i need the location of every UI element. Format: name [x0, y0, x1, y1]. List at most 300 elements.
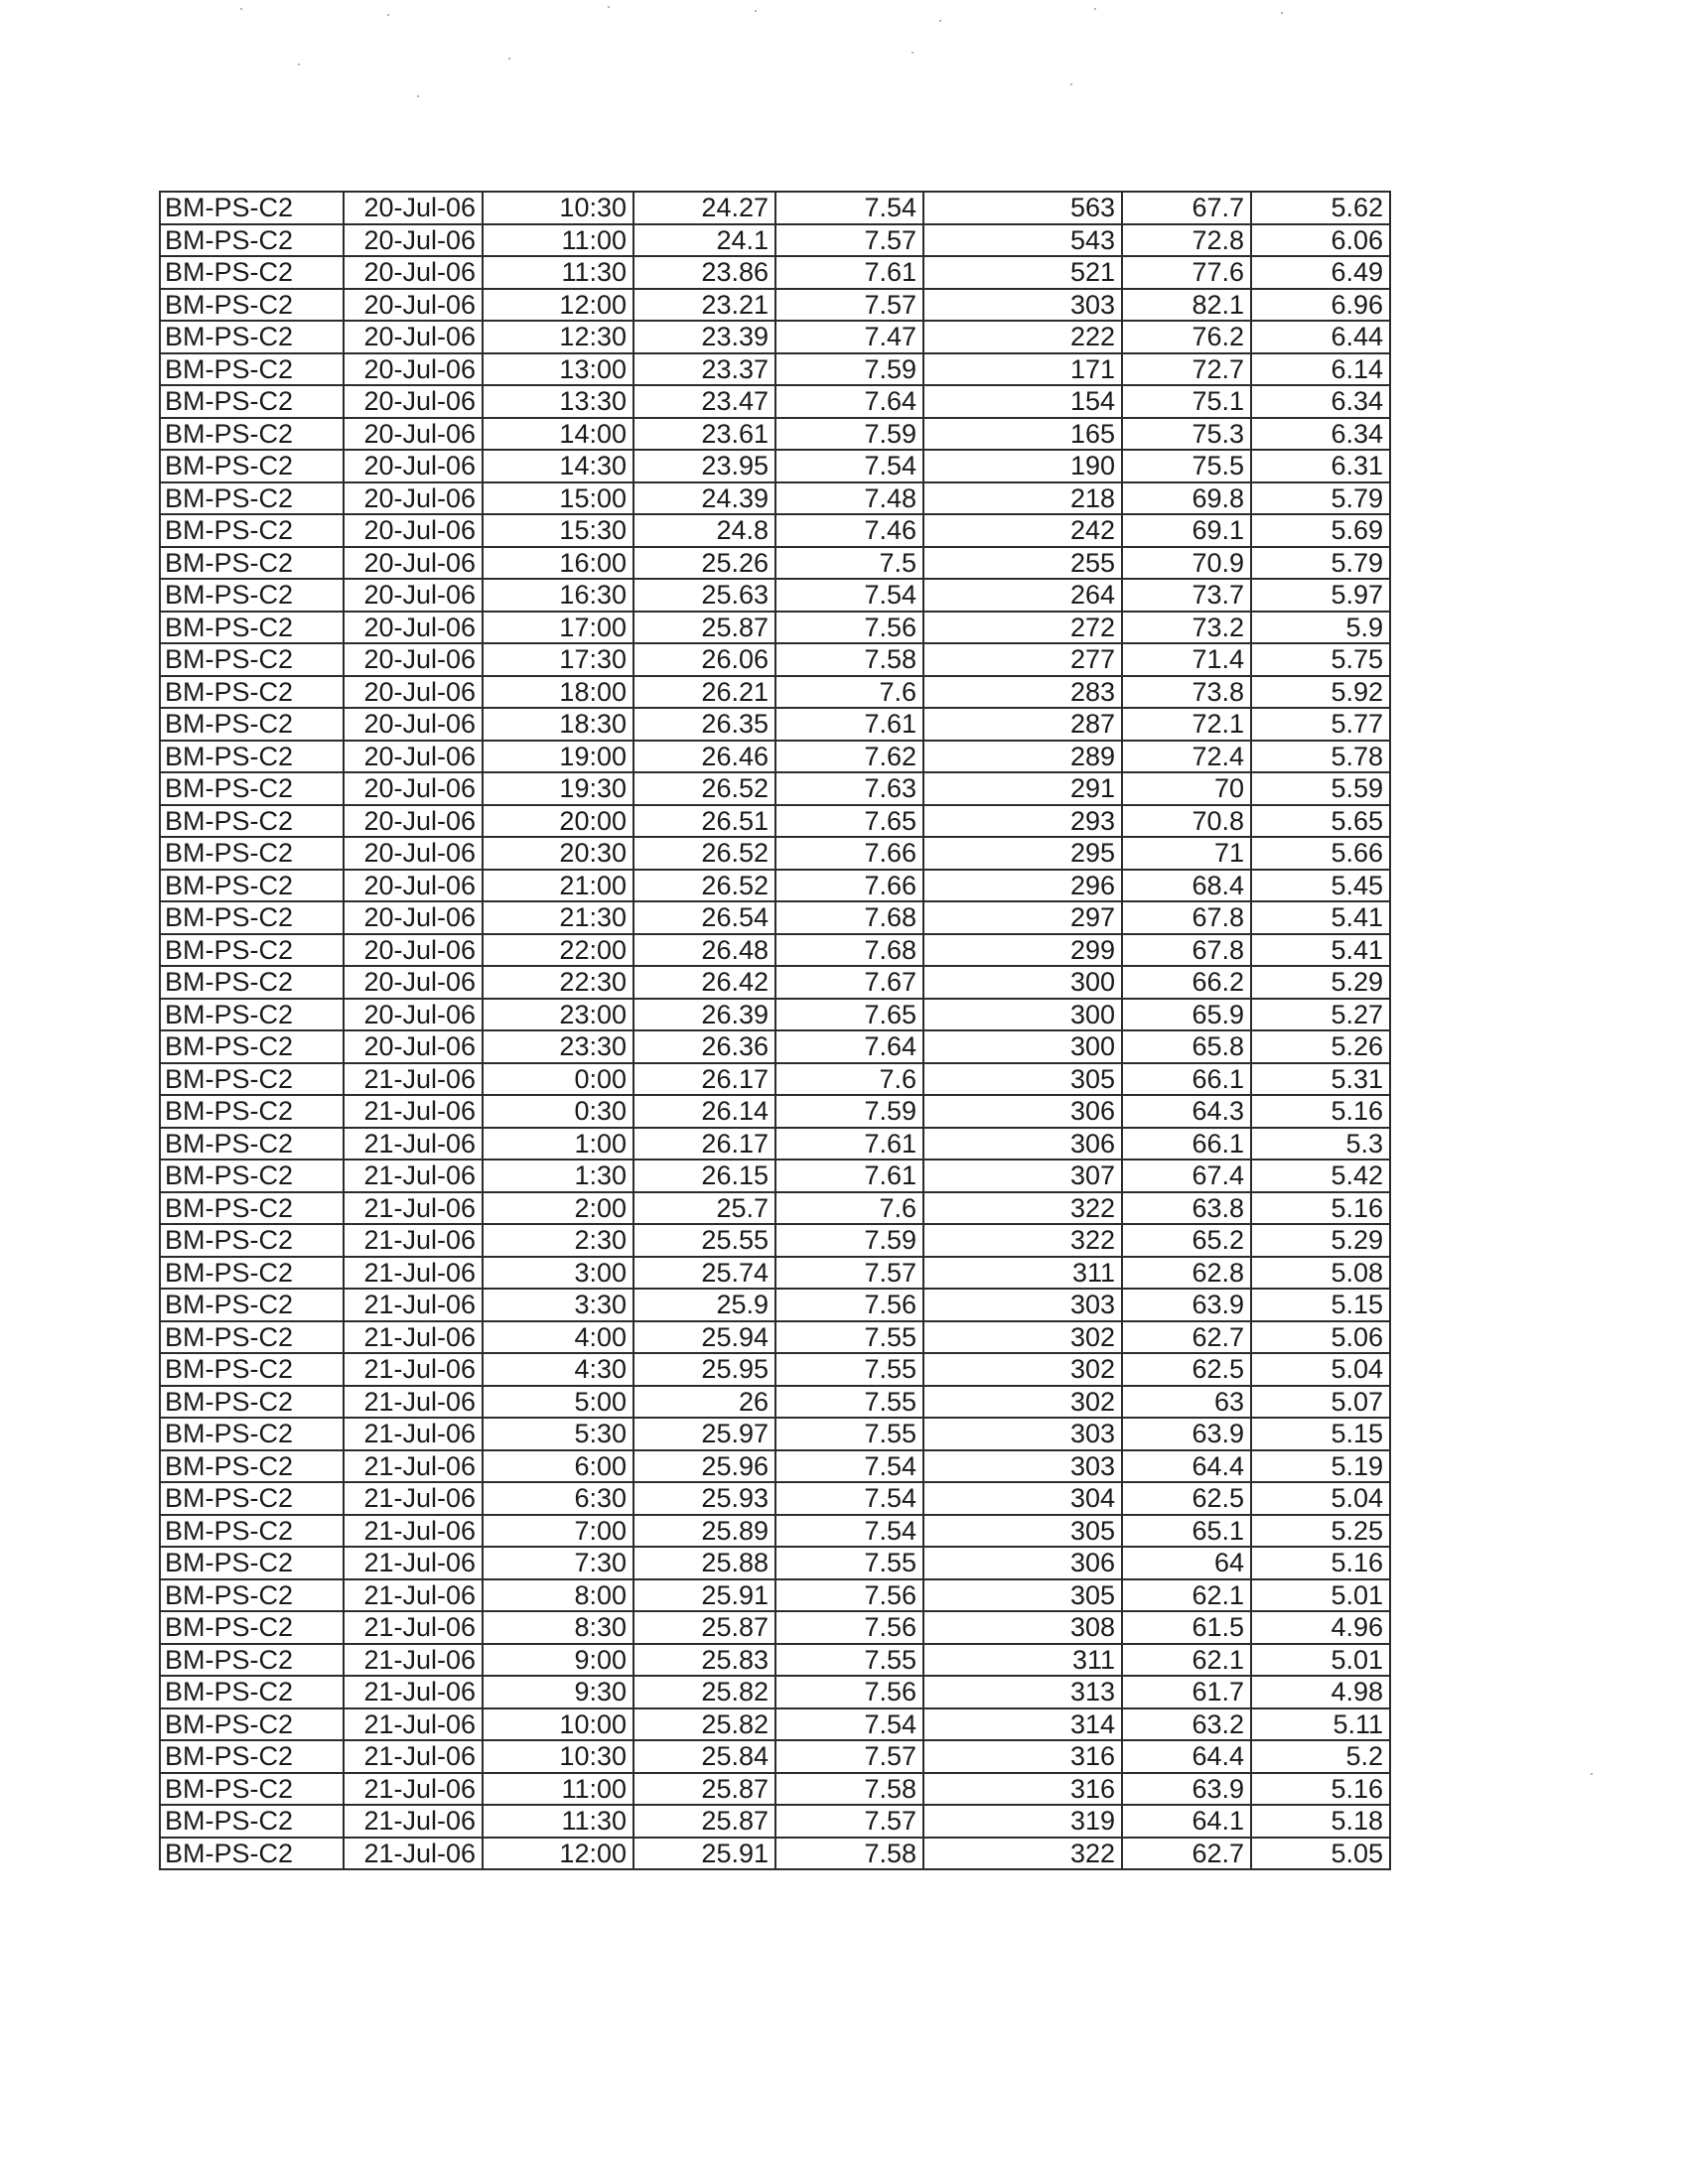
value-cell-3: 299 [923, 934, 1122, 967]
value-cell-3: 311 [923, 1257, 1122, 1290]
date-cell: 21-Jul-06 [344, 1095, 483, 1128]
value-cell-4: 62.1 [1122, 1644, 1251, 1677]
time-cell: 11:00 [483, 1773, 633, 1806]
time-cell: 9:00 [483, 1644, 633, 1677]
date-cell: 20-Jul-06 [344, 353, 483, 386]
value-cell-5: 5.69 [1251, 514, 1390, 547]
time-cell: 18:00 [483, 676, 633, 709]
time-cell: 12:00 [483, 1838, 633, 1870]
value-cell-3: 300 [923, 999, 1122, 1031]
table-row [160, 1482, 1390, 1515]
scan-speck [417, 95, 419, 97]
value-cell-4: 73.7 [1122, 579, 1251, 612]
time-cell: 8:30 [483, 1611, 633, 1644]
value-cell-3: 316 [923, 1773, 1122, 1806]
time-cell: 7:30 [483, 1547, 633, 1579]
value-cell-1: 26.35 [633, 708, 775, 741]
time-cell: 10:30 [483, 1740, 633, 1773]
value-cell-1: 24.8 [633, 514, 775, 547]
table-row [160, 1224, 1390, 1257]
value-cell-2: 7.58 [775, 643, 923, 676]
table-row [160, 321, 1390, 353]
time-cell: 5:30 [483, 1418, 633, 1450]
value-cell-1: 25.87 [633, 1805, 775, 1838]
value-cell-3: 293 [923, 805, 1122, 838]
value-cell-5: 5.29 [1251, 966, 1390, 999]
station-cell: BM-PS-C2 [160, 643, 344, 676]
value-cell-4: 63.9 [1122, 1773, 1251, 1806]
time-cell: 17:30 [483, 643, 633, 676]
scan-speck [298, 64, 300, 66]
date-cell: 20-Jul-06 [344, 612, 483, 644]
value-cell-5: 6.34 [1251, 418, 1390, 451]
table-row [160, 1579, 1390, 1612]
value-cell-1: 23.39 [633, 321, 775, 353]
value-cell-5: 5.16 [1251, 1547, 1390, 1579]
value-cell-2: 7.65 [775, 805, 923, 838]
table-row [160, 1515, 1390, 1548]
value-cell-2: 7.62 [775, 741, 923, 773]
value-cell-1: 26.39 [633, 999, 775, 1031]
value-cell-1: 25.87 [633, 612, 775, 644]
value-cell-4: 82.1 [1122, 289, 1251, 322]
value-cell-2: 7.6 [775, 1063, 923, 1096]
date-cell: 21-Jul-06 [344, 1805, 483, 1838]
time-cell: 4:30 [483, 1353, 633, 1386]
value-cell-4: 77.6 [1122, 256, 1251, 289]
table-row [160, 1386, 1390, 1419]
time-cell: 22:30 [483, 966, 633, 999]
value-cell-4: 62.5 [1122, 1353, 1251, 1386]
value-cell-2: 7.59 [775, 418, 923, 451]
value-cell-4: 64.1 [1122, 1805, 1251, 1838]
value-cell-5: 6.96 [1251, 289, 1390, 322]
value-cell-1: 26.36 [633, 1030, 775, 1063]
value-cell-3: 297 [923, 901, 1122, 934]
station-cell: BM-PS-C2 [160, 1160, 344, 1192]
scan-speck [508, 58, 510, 60]
table-row [160, 1838, 1390, 1870]
value-cell-3: 296 [923, 870, 1122, 902]
value-cell-5: 4.96 [1251, 1611, 1390, 1644]
value-cell-2: 7.68 [775, 901, 923, 934]
value-cell-1: 25.55 [633, 1224, 775, 1257]
value-cell-4: 64 [1122, 1547, 1251, 1579]
value-cell-4: 69.8 [1122, 482, 1251, 515]
value-cell-2: 7.56 [775, 1611, 923, 1644]
value-cell-5: 5.15 [1251, 1289, 1390, 1321]
value-cell-5: 5.11 [1251, 1708, 1390, 1741]
value-cell-4: 65.9 [1122, 999, 1251, 1031]
value-cell-3: 521 [923, 256, 1122, 289]
value-cell-1: 25.82 [633, 1708, 775, 1741]
value-cell-3: 304 [923, 1482, 1122, 1515]
value-cell-5: 6.44 [1251, 321, 1390, 353]
table-row [160, 224, 1390, 257]
value-cell-2: 7.61 [775, 256, 923, 289]
date-cell: 20-Jul-06 [344, 901, 483, 934]
table-row [160, 1030, 1390, 1063]
scan-speck [240, 8, 242, 10]
value-cell-3: 319 [923, 1805, 1122, 1838]
value-cell-5: 5.16 [1251, 1773, 1390, 1806]
station-cell: BM-PS-C2 [160, 450, 344, 482]
time-cell: 18:30 [483, 708, 633, 741]
value-cell-4: 72.1 [1122, 708, 1251, 741]
value-cell-1: 25.97 [633, 1418, 775, 1450]
value-cell-3: 255 [923, 547, 1122, 580]
value-cell-5: 5.18 [1251, 1805, 1390, 1838]
value-cell-5: 5.01 [1251, 1579, 1390, 1612]
value-cell-2: 7.58 [775, 1773, 923, 1806]
station-cell: BM-PS-C2 [160, 805, 344, 838]
value-cell-2: 7.57 [775, 289, 923, 322]
value-cell-5: 5.42 [1251, 1160, 1390, 1192]
value-cell-2: 7.61 [775, 1128, 923, 1160]
station-cell: BM-PS-C2 [160, 353, 344, 386]
date-cell: 20-Jul-06 [344, 999, 483, 1031]
value-cell-5: 5.04 [1251, 1482, 1390, 1515]
value-cell-4: 72.7 [1122, 353, 1251, 386]
table-body [160, 192, 1390, 1869]
value-cell-1: 26.42 [633, 966, 775, 999]
station-cell: BM-PS-C2 [160, 385, 344, 418]
time-cell: 11:30 [483, 256, 633, 289]
value-cell-1: 25.87 [633, 1611, 775, 1644]
table-row [160, 1450, 1390, 1483]
value-cell-3: 291 [923, 772, 1122, 805]
time-cell: 13:00 [483, 353, 633, 386]
station-cell: BM-PS-C2 [160, 1386, 344, 1419]
value-cell-5: 5.45 [1251, 870, 1390, 902]
time-cell: 8:00 [483, 1579, 633, 1612]
value-cell-5: 6.31 [1251, 450, 1390, 482]
value-cell-2: 7.55 [775, 1321, 923, 1354]
value-cell-5: 5.59 [1251, 772, 1390, 805]
table-row [160, 1644, 1390, 1677]
table-row [160, 1321, 1390, 1354]
value-cell-2: 7.5 [775, 547, 923, 580]
station-cell: BM-PS-C2 [160, 482, 344, 515]
time-cell: 10:00 [483, 1708, 633, 1741]
value-cell-5: 5.41 [1251, 934, 1390, 967]
value-cell-5: 5.31 [1251, 1063, 1390, 1096]
time-cell: 21:30 [483, 901, 633, 934]
value-cell-1: 25.7 [633, 1192, 775, 1225]
date-cell: 21-Jul-06 [344, 1224, 483, 1257]
station-cell: BM-PS-C2 [160, 837, 344, 870]
value-cell-4: 71 [1122, 837, 1251, 870]
value-cell-4: 65.8 [1122, 1030, 1251, 1063]
value-cell-4: 61.5 [1122, 1611, 1251, 1644]
value-cell-3: 305 [923, 1579, 1122, 1612]
table-row [160, 934, 1390, 967]
date-cell: 20-Jul-06 [344, 289, 483, 322]
date-cell: 20-Jul-06 [344, 1030, 483, 1063]
value-cell-3: 300 [923, 1030, 1122, 1063]
value-cell-5: 5.19 [1251, 1450, 1390, 1483]
value-cell-2: 7.6 [775, 676, 923, 709]
value-cell-4: 62.7 [1122, 1321, 1251, 1354]
value-cell-4: 63.9 [1122, 1289, 1251, 1321]
table-row [160, 901, 1390, 934]
value-cell-1: 24.1 [633, 224, 775, 257]
time-cell: 7:00 [483, 1515, 633, 1548]
value-cell-5: 5.79 [1251, 547, 1390, 580]
value-cell-1: 26.17 [633, 1063, 775, 1096]
value-cell-1: 26 [633, 1386, 775, 1419]
value-cell-3: 303 [923, 1450, 1122, 1483]
date-cell: 21-Jul-06 [344, 1450, 483, 1483]
date-cell: 21-Jul-06 [344, 1257, 483, 1290]
value-cell-4: 69.1 [1122, 514, 1251, 547]
station-cell: BM-PS-C2 [160, 579, 344, 612]
value-cell-5: 5.26 [1251, 1030, 1390, 1063]
table-row [160, 772, 1390, 805]
time-cell: 3:30 [483, 1289, 633, 1321]
table-row [160, 741, 1390, 773]
table-row [160, 1289, 1390, 1321]
value-cell-1: 25.9 [633, 1289, 775, 1321]
value-cell-1: 25.82 [633, 1676, 775, 1708]
date-cell: 20-Jul-06 [344, 805, 483, 838]
value-cell-3: 277 [923, 643, 1122, 676]
value-cell-3: 287 [923, 708, 1122, 741]
table-row [160, 999, 1390, 1031]
time-cell: 2:00 [483, 1192, 633, 1225]
station-cell: BM-PS-C2 [160, 1030, 344, 1063]
value-cell-1: 23.61 [633, 418, 775, 451]
table-row [160, 1160, 1390, 1192]
table-row [160, 1063, 1390, 1096]
station-cell: BM-PS-C2 [160, 966, 344, 999]
value-cell-3: 302 [923, 1386, 1122, 1419]
station-cell: BM-PS-C2 [160, 1353, 344, 1386]
time-cell: 20:00 [483, 805, 633, 838]
table-row [160, 1418, 1390, 1450]
time-cell: 13:30 [483, 385, 633, 418]
date-cell: 21-Jul-06 [344, 1482, 483, 1515]
station-cell: BM-PS-C2 [160, 1450, 344, 1483]
value-cell-4: 72.8 [1122, 224, 1251, 257]
value-cell-3: 283 [923, 676, 1122, 709]
date-cell: 21-Jul-06 [344, 1515, 483, 1548]
value-cell-4: 62.7 [1122, 1838, 1251, 1870]
value-cell-4: 65.2 [1122, 1224, 1251, 1257]
value-cell-4: 67.4 [1122, 1160, 1251, 1192]
value-cell-1: 25.88 [633, 1547, 775, 1579]
value-cell-3: 272 [923, 612, 1122, 644]
station-cell: BM-PS-C2 [160, 1611, 344, 1644]
time-cell: 16:30 [483, 579, 633, 612]
station-cell: BM-PS-C2 [160, 901, 344, 934]
value-cell-4: 64.3 [1122, 1095, 1251, 1128]
value-cell-5: 6.14 [1251, 353, 1390, 386]
value-cell-2: 7.54 [775, 192, 923, 224]
value-cell-2: 7.67 [775, 966, 923, 999]
station-cell: BM-PS-C2 [160, 612, 344, 644]
value-cell-2: 7.59 [775, 353, 923, 386]
table-row [160, 1353, 1390, 1386]
date-cell: 21-Jul-06 [344, 1644, 483, 1677]
value-cell-2: 7.64 [775, 385, 923, 418]
value-cell-2: 7.54 [775, 1708, 923, 1741]
value-cell-1: 25.87 [633, 1773, 775, 1806]
value-cell-1: 23.21 [633, 289, 775, 322]
time-cell: 1:30 [483, 1160, 633, 1192]
value-cell-3: 563 [923, 192, 1122, 224]
time-cell: 22:00 [483, 934, 633, 967]
value-cell-5: 5.75 [1251, 643, 1390, 676]
value-cell-5: 5.2 [1251, 1740, 1390, 1773]
value-cell-1: 26.54 [633, 901, 775, 934]
table-row [160, 1611, 1390, 1644]
date-cell: 21-Jul-06 [344, 1773, 483, 1806]
value-cell-2: 7.47 [775, 321, 923, 353]
table-row [160, 1192, 1390, 1225]
value-cell-2: 7.54 [775, 1482, 923, 1515]
table-row [160, 385, 1390, 418]
date-cell: 21-Jul-06 [344, 1289, 483, 1321]
time-cell: 11:30 [483, 1805, 633, 1838]
value-cell-2: 7.6 [775, 1192, 923, 1225]
table-row [160, 579, 1390, 612]
date-cell: 20-Jul-06 [344, 321, 483, 353]
value-cell-2: 7.58 [775, 1838, 923, 1870]
value-cell-4: 63.8 [1122, 1192, 1251, 1225]
value-cell-1: 25.96 [633, 1450, 775, 1483]
value-cell-4: 70.9 [1122, 547, 1251, 580]
table-row [160, 870, 1390, 902]
value-cell-5: 5.3 [1251, 1128, 1390, 1160]
station-cell: BM-PS-C2 [160, 708, 344, 741]
station-cell: BM-PS-C2 [160, 1805, 344, 1838]
value-cell-1: 23.86 [633, 256, 775, 289]
value-cell-2: 7.56 [775, 1289, 923, 1321]
station-cell: BM-PS-C2 [160, 1095, 344, 1128]
value-cell-3: 306 [923, 1095, 1122, 1128]
date-cell: 21-Jul-06 [344, 1321, 483, 1354]
date-cell: 21-Jul-06 [344, 1579, 483, 1612]
time-cell: 23:30 [483, 1030, 633, 1063]
value-cell-3: 543 [923, 224, 1122, 257]
scan-speck [912, 52, 913, 54]
table-row [160, 289, 1390, 322]
value-cell-4: 68.4 [1122, 870, 1251, 902]
value-cell-5: 5.25 [1251, 1515, 1390, 1548]
date-cell: 20-Jul-06 [344, 837, 483, 870]
time-cell: 16:00 [483, 547, 633, 580]
station-cell: BM-PS-C2 [160, 1579, 344, 1612]
value-cell-3: 171 [923, 353, 1122, 386]
value-cell-5: 5.04 [1251, 1353, 1390, 1386]
value-cell-3: 303 [923, 1418, 1122, 1450]
value-cell-3: 314 [923, 1708, 1122, 1741]
value-cell-3: 218 [923, 482, 1122, 515]
value-cell-4: 63.9 [1122, 1418, 1251, 1450]
station-cell: BM-PS-C2 [160, 1482, 344, 1515]
date-cell: 21-Jul-06 [344, 1838, 483, 1870]
date-cell: 21-Jul-06 [344, 1353, 483, 1386]
value-cell-3: 306 [923, 1547, 1122, 1579]
date-cell: 21-Jul-06 [344, 1740, 483, 1773]
table-row [160, 1805, 1390, 1838]
value-cell-2: 7.64 [775, 1030, 923, 1063]
time-cell: 12:30 [483, 321, 633, 353]
value-cell-2: 7.48 [775, 482, 923, 515]
value-cell-4: 73.2 [1122, 612, 1251, 644]
value-cell-4: 63.2 [1122, 1708, 1251, 1741]
value-cell-1: 26.21 [633, 676, 775, 709]
value-cell-4: 62.1 [1122, 1579, 1251, 1612]
value-cell-5: 5.41 [1251, 901, 1390, 934]
value-cell-3: 322 [923, 1838, 1122, 1870]
time-cell: 1:00 [483, 1128, 633, 1160]
station-cell: BM-PS-C2 [160, 1063, 344, 1096]
value-cell-4: 63 [1122, 1386, 1251, 1419]
value-cell-3: 313 [923, 1676, 1122, 1708]
value-cell-2: 7.59 [775, 1224, 923, 1257]
value-cell-3: 190 [923, 450, 1122, 482]
station-cell: BM-PS-C2 [160, 289, 344, 322]
scan-speck [1281, 12, 1283, 14]
value-cell-1: 24.39 [633, 482, 775, 515]
date-cell: 20-Jul-06 [344, 514, 483, 547]
value-cell-5: 6.06 [1251, 224, 1390, 257]
value-cell-5: 5.9 [1251, 612, 1390, 644]
value-cell-5: 5.65 [1251, 805, 1390, 838]
scan-speck [1591, 1773, 1593, 1775]
date-cell: 21-Jul-06 [344, 1547, 483, 1579]
value-cell-4: 71.4 [1122, 643, 1251, 676]
value-cell-3: 308 [923, 1611, 1122, 1644]
value-cell-4: 64.4 [1122, 1450, 1251, 1483]
value-cell-3: 302 [923, 1321, 1122, 1354]
value-cell-4: 67.8 [1122, 934, 1251, 967]
value-cell-1: 25.63 [633, 579, 775, 612]
date-cell: 20-Jul-06 [344, 482, 483, 515]
station-cell: BM-PS-C2 [160, 1128, 344, 1160]
date-cell: 20-Jul-06 [344, 547, 483, 580]
value-cell-3: 302 [923, 1353, 1122, 1386]
value-cell-2: 7.55 [775, 1547, 923, 1579]
time-cell: 3:00 [483, 1257, 633, 1290]
time-cell: 15:30 [483, 514, 633, 547]
time-cell: 12:00 [483, 289, 633, 322]
table-row [160, 837, 1390, 870]
table-row [160, 482, 1390, 515]
value-cell-2: 7.57 [775, 1740, 923, 1773]
table-row [160, 643, 1390, 676]
value-cell-5: 5.16 [1251, 1192, 1390, 1225]
value-cell-5: 5.79 [1251, 482, 1390, 515]
station-cell: BM-PS-C2 [160, 321, 344, 353]
station-cell: BM-PS-C2 [160, 1773, 344, 1806]
time-cell: 14:00 [483, 418, 633, 451]
value-cell-2: 7.54 [775, 1515, 923, 1548]
station-cell: BM-PS-C2 [160, 547, 344, 580]
value-cell-1: 25.84 [633, 1740, 775, 1773]
value-cell-4: 66.2 [1122, 966, 1251, 999]
date-cell: 20-Jul-06 [344, 772, 483, 805]
value-cell-5: 5.78 [1251, 741, 1390, 773]
table-row [160, 1128, 1390, 1160]
date-cell: 20-Jul-06 [344, 385, 483, 418]
value-cell-3: 300 [923, 966, 1122, 999]
value-cell-2: 7.55 [775, 1644, 923, 1677]
value-cell-4: 64.4 [1122, 1740, 1251, 1773]
date-cell: 20-Jul-06 [344, 676, 483, 709]
